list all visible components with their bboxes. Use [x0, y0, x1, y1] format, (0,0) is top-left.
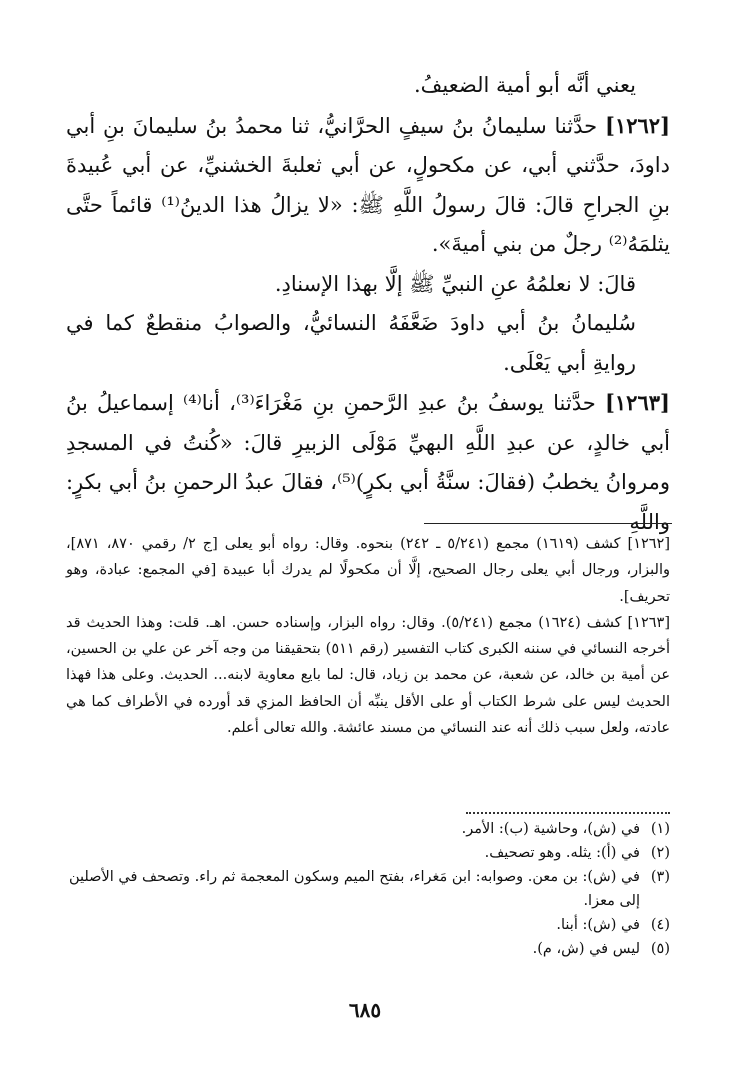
hadith-1263	[66, 383, 670, 542]
footnote-text: في (ش): بن معن. وصوابه: ابن مَغراء، بفتح الميم وسكون المعجمة ثم راء. وتصحف في الأصلين إلى معزا.	[68, 869, 640, 909]
hadith-1262-comment: قالَ: لا نعلمُهُ عنِ النبيِّ ﷺ إلَّا بهذا الإسنادِ.	[274, 271, 636, 296]
footnote	[66, 913, 670, 937]
footnote-number: (٥)	[650, 941, 670, 957]
footnote	[66, 865, 670, 913]
hadith-text: حدَّثنا سليمانُ بنُ سيفٍ الحرَّانيُّ، ثنا محمدُ بنُ سليمانَ بنِ أبي داودَ، حدَّثني أبي، عن مكحولٍ، عن أبي ثعلبةَ الخشنيِّ، عن أبي عُبيدةَ بنِ الجراحِ قالَ: قالَ رسولُ اللَّهِ ﷺ: «لا يزالُ هذا الدينُ⁽¹⁾ قائماً حتَّى يثلمَهُ⁽²⁾ رجلٌ من بني أميةَ».	[66, 113, 670, 256]
footnote	[66, 937, 670, 961]
footnote-number: (١)	[650, 821, 670, 837]
intro-line: يعني أنَّه أبو أمية الضعيفُ.	[414, 73, 636, 97]
footnote-text: في (ش)، وحاشية (ب): الأمر.	[461, 821, 640, 837]
footnote	[66, 841, 670, 865]
footnote-text: في (أ): يثله. وهو تصحيف.	[484, 845, 640, 861]
dotted-separator	[466, 812, 670, 814]
note-1263: [١٢٦٣] كشف (١٦٢٤) مجمع (٥/٢٤١). وقال: رواه البزار، وإسناده حسن. اهـ. قلت: وهذا الحديث قد أخرجه النسائي في سننه الكبرى كتاب التفسير (رقم ٥١١) بتحقيقنا من وجه آخر عن علي بن الحسين، عن أمية بن خالد، عن شعبة، عن محمد بن زياد، قال: لما بايع معاوية لابنه... الحديث. وعلى هذا فهذا الحديث ليس على شرط الكتاب أو على الأقل ينبِّه أن الحافظ المزي قد أورده في الأطراف كما هي عادته، ولعل سبب ذلك أنه عند النسائي من مسند عائشة. والله تعالى أعلم.	[66, 614, 671, 737]
footnote	[66, 817, 670, 841]
hadith-1262	[66, 106, 670, 265]
footnote-text: في (ش): أبنا.	[556, 917, 640, 933]
footnote-number: (٤)	[650, 917, 670, 933]
hadith-text: حدَّثنا يوسفُ بنُ عبدِ الرَّحمنِ بنِ مَغْرَاءَ⁽³⁾، أنا⁽⁴⁾ إسماعيلُ بنُ أبي خالدٍ، عن عبدِ اللَّهِ البهيِّ مَوْلَى الزبيرِ قالَ: «كُنتُ في المسجدِ ومروانُ يخطبُ (فقالَ: سنَّةُ أبي بكرٍ)⁽⁵⁾، فقالَ عبدُ الرحمنِ بنُ أبي بكرٍ: واللَّهِ	[65, 391, 670, 534]
footnote-number: (٣)	[650, 869, 670, 885]
takhrij-notes	[66, 531, 670, 741]
footnote-text: ليس في (ش، م).	[532, 941, 640, 957]
hadith-1262-note: سُليمانُ بنُ أبي داودَ ضَعَّفَهُ النسائيُّ، والصوابُ منقطعٌ كما في روايةِ أبي يَعْلَى.	[66, 311, 636, 375]
page-number: ٦٨٥	[348, 998, 382, 1022]
hadith-number: [١٢٦٣]	[604, 390, 670, 415]
separator-line	[424, 523, 672, 524]
note-1262: [١٢٦٢] كشف (١٦١٩) مجمع (٥/٢٤١ ـ ٢٤٢) بنحوه. وقال: رواه أبو يعلى [ج ٢/ رقمي ٨٧٠، ٨٧١]، والبزار، ورجال أبي يعلى رجال الصحيح، إلَّا أن مكحولًا لم يدرك أبا عبيدة [في المجمع: عبادة، وهو تحريف].	[66, 536, 671, 605]
main-text	[66, 66, 670, 542]
footnote-number: (٢)	[650, 845, 670, 861]
footnotes	[66, 817, 670, 961]
hadith-number: [١٢٦٢]	[605, 112, 670, 138]
